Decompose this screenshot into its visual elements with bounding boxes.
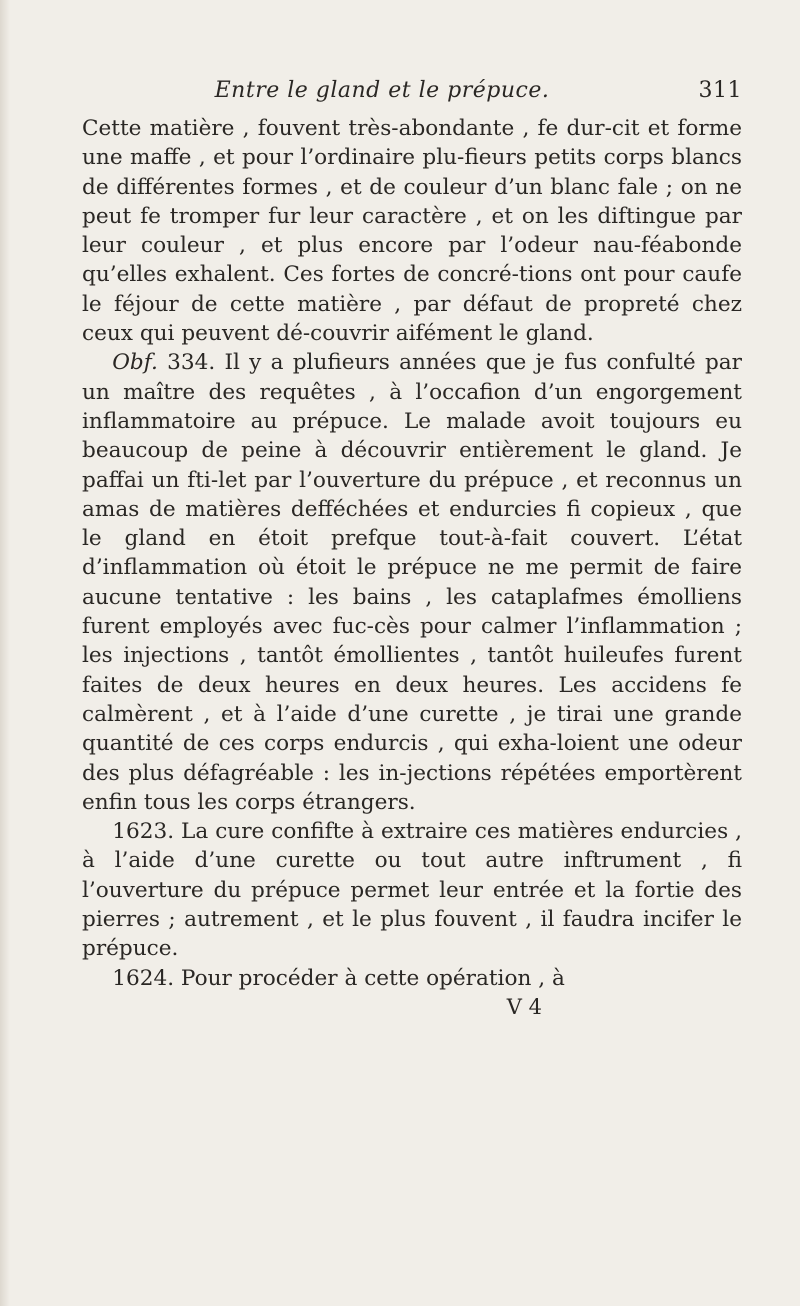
page-gutter-shadow xyxy=(0,0,10,1306)
signature-mark: V 4 xyxy=(506,994,542,1019)
paragraph-4 xyxy=(82,964,742,993)
paragraph-4-text: 1624. Pour procéder à cette opération , à xyxy=(112,965,565,991)
paragraph-2 xyxy=(82,348,742,817)
paragraph-3-text: 1623. La cure confifte à extraire ces matières endurcies , à l’aide d’une curette ou tout autre inftrument , fi l’ouverture du prépuce permet leur entrée et la fortie des pierres ; autrement , et le plus fouvent , il faudra incifer le prépuce. xyxy=(82,819,742,962)
page-number: 311 xyxy=(698,78,742,103)
body-text xyxy=(82,114,742,993)
paragraph-1 xyxy=(82,114,742,348)
paragraph-2-lead: Obf. xyxy=(112,350,158,376)
paragraph-2-text: 334. Il y a plufieurs années que je fus confulté par un maître des requêtes , à l’occafion d’un engorgement inflammatoire au prépuce. Le malade avoit toujours eu beaucoup de peine à découvrir entièrement le gland. Je paffai un fti-let par l’ouverture du prépuce , et reconnus un amas de matières defféchées et endurcies fi copieux , que le gland en étoit prefque tout-à-fait couvert. L’état d’inflammation où étoit le prépuce ne me permit de faire aucune tentative : les bains , les cataplafmes émolliens furent employés avec fuc-cès pour calmer l’inflammation ; les injections , tantôt émollientes , tantôt huileufes furent faites de deux heures en deux heures. Les accidens fe calmèrent , et à l’aide d’une curette , je tirai une grande quantité de ces corps endurcis , qui exha-loient une odeur des plus défagréable : les in-jections répétées emportèrent enfin tous les corps étrangers. xyxy=(82,350,742,815)
paragraph-1-text: Cette matière , fouvent très-abondante , fe dur-cit et forme une maffe , et pour l’ordinaire plu-fieurs petits corps blancs de différentes formes , et de couleur d’un blanc fale ; on ne peut fe tromper fur leur caractère , et on les diftingue par leur couleur , et plus encore par l’odeur nau-féabonde qu’elles exhalent. Ces fortes de concré-tions ont pour caufe le féjour de cette matière , par défaut de propreté chez ceux qui peuvent dé-couvrir aifément le gland. xyxy=(82,116,742,347)
paragraph-3 xyxy=(82,817,742,963)
running-head-title: Entre le gland et le prépuce. xyxy=(214,78,550,103)
running-head xyxy=(82,78,742,114)
